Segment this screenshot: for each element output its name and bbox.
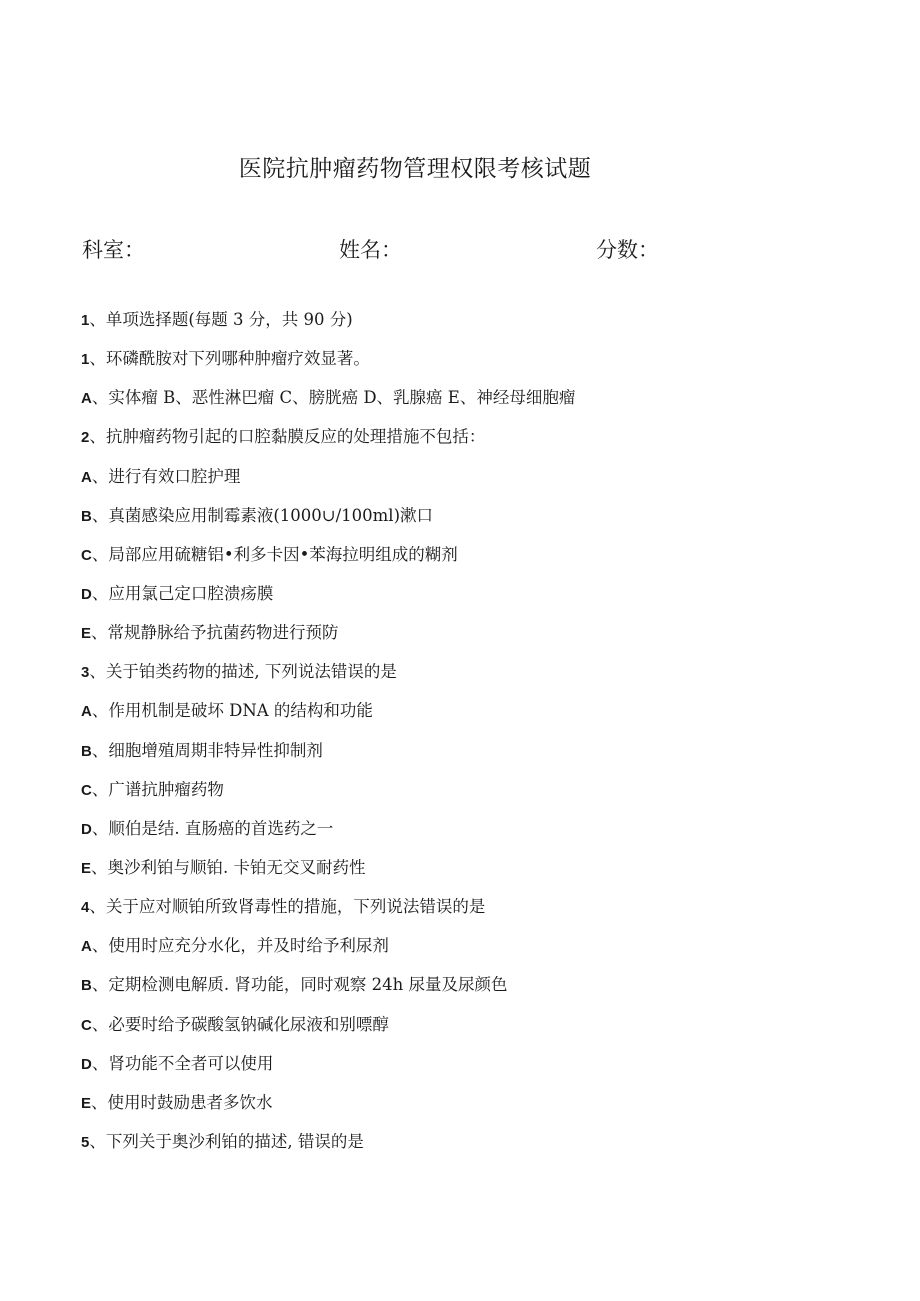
option-text: 、定期检测电解质. 肾功能，同时观察 24h 尿量及尿颜色 [91,975,508,995]
department-label: 科室： [82,238,145,262]
question-3-option-b [81,739,861,778]
option-letter: E [81,1094,92,1112]
option-letter: D [81,585,92,603]
option-text: 、必要时给予碳酸氢钠碱化尿液和别嘌醇 [91,1014,389,1034]
option-letter: D [81,1055,92,1073]
exam-header [82,234,782,268]
option-letter: B [81,742,92,760]
option-text: 、进行有效口腔护理 [91,466,241,486]
option-text: 、顺伯是结. 直肠癌的首选药之一 [91,818,334,838]
option-text: 、作用机制是破坏 DNA 的结构和功能 [91,701,373,721]
line-number: 1 [81,312,90,329]
question-2-option-b [81,504,861,543]
option-letter: E [81,625,92,643]
question-number: 3 [81,664,90,682]
question-1 [81,347,861,386]
question-list [81,308,861,1169]
question-5 [81,1130,861,1169]
question-2 [81,425,861,464]
option-letter: A [81,703,92,721]
document-title: 医院抗肿瘤药物管理权限考核试题 [238,156,592,182]
name-label: 姓名： [339,238,402,262]
question-number: 4 [81,899,90,917]
question-text: 、环磷酰胺对下列哪种肿瘤疗效显著。 [89,349,370,369]
question-3-option-a [81,699,861,738]
option-letter: A [81,938,92,956]
question-4-option-d [81,1052,861,1091]
option-text: 、使用时应充分水化，并及时给予利尿剂 [91,936,389,956]
option-letter: A [81,390,92,408]
option-letter: B [81,977,92,995]
option-text: 、局部应用硫糖铝•利多卡因•苯海拉明组成的糊剂 [91,544,458,564]
option-letter: C [81,546,92,564]
option-text: 、实体瘤 B、恶性淋巴瘤 C、膀胱癌 D、乳腺癌 E、神经母细胞瘤 [91,388,576,408]
question-3 [81,660,861,699]
question-text: 、关于铂类药物的描述, 下列说法错误的是 [89,662,397,682]
option-text: 、应用氯己定口腔溃疡膜 [91,583,274,603]
question-4-option-c [81,1013,861,1052]
question-1-options [81,386,861,425]
option-letter: C [81,1016,92,1034]
option-letter: E [81,859,92,877]
option-letter: D [81,820,92,838]
option-letter: A [81,468,92,486]
question-number: 2 [81,429,90,447]
question-number: 5 [81,1133,90,1151]
question-2-option-a [81,465,861,504]
option-text: 、常规静脉给予抗菌药物进行预防 [91,623,339,643]
question-3-option-e [81,856,861,895]
option-text: 、使用时鼓励患者多饮水 [91,1092,273,1112]
option-text: 、奥沙利铂与顺铂. 卡铂无交叉耐药性 [91,857,366,877]
question-2-option-c [81,543,861,582]
option-text: 、细胞增殖周期非特异性抑制剂 [91,740,323,760]
question-3-option-d [81,817,861,856]
question-2-option-d [81,582,861,621]
option-text: 、肾功能不全者可以使用 [91,1053,274,1073]
line-text: 、单项选择题(每题 3 分，共 90 分) [89,310,353,329]
question-number: 1 [81,351,90,369]
question-4 [81,895,861,934]
question-4-option-b [81,973,861,1012]
question-4-option-a [81,934,861,973]
question-text: 、关于应对顺铂所致肾毒性的措施，下列说法错误的是 [89,897,486,917]
option-text: 、广谱抗肿瘤药物 [91,779,224,799]
option-text: 、真菌感染应用制霉素液(1000∪/100ml)漱口 [91,505,434,525]
option-letter: C [81,781,92,799]
section-heading [81,308,861,347]
question-4-option-e [81,1091,861,1130]
question-2-option-e [81,621,861,660]
question-3-option-c [81,778,861,817]
score-label: 分数： [596,238,659,262]
option-letter: B [81,507,92,525]
question-text: 、抗肿瘤药物引起的口腔黏膜反应的处理措施不包括： [89,427,486,447]
question-text: 、下列关于奥沙利铂的描述, 错误的是 [89,1131,364,1151]
